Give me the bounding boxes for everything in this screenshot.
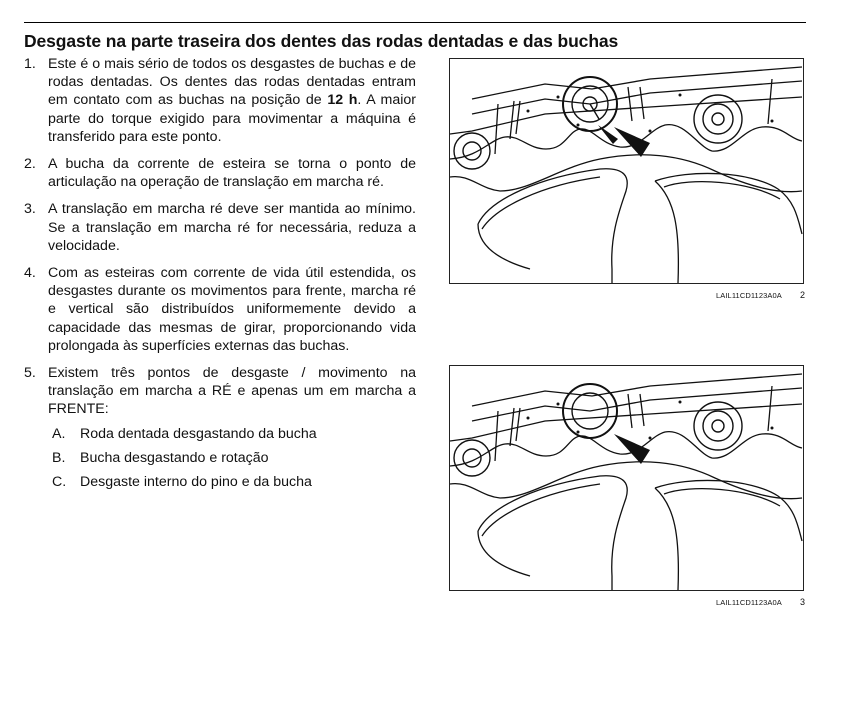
emphasis-text: 12 h	[327, 92, 358, 109]
item-text: A bucha da corrente de esteira se torna o ponto de articulação na operação de translação em marcha ré.	[48, 156, 416, 191]
sub-item-text: Bucha desgastando e rotação	[80, 449, 269, 466]
sub-item-letter: B.	[52, 449, 66, 466]
figure-sprocket-bushing-wear-1	[449, 58, 804, 284]
item-number: 1.	[24, 56, 36, 72]
sub-item-letter: A.	[52, 425, 66, 442]
list-item-3	[24, 200, 416, 255]
top-rule	[24, 22, 806, 23]
list-item-1	[24, 55, 416, 146]
section-heading: Desgaste na parte traseira dos dentes das rodas dentadas e das buchas	[24, 31, 619, 51]
figure-number: 2	[800, 290, 806, 300]
list-item-5	[24, 364, 416, 419]
figure-sprocket-bushing-wear-2	[449, 365, 804, 591]
item-number: 3.	[24, 201, 36, 218]
pointer-arrow-icon	[614, 434, 650, 464]
item-text: Este é o mais sério de todos os desgastes de buchas e de rodas dentadas. Os dentes das rodas dentadas entram em contato com as buchas na posição de 12 h. A maior parte do torque exigido para movimentar a máquina é transferido para este ponto.	[48, 56, 417, 145]
sub-item-a	[24, 425, 416, 443]
item-text: A translação em marcha ré deve ser mantida ao mínimo. Se a translação em marcha ré for necessária, reduza a velocidade.	[48, 201, 416, 254]
figure-code: LAIL11CD1123A0A	[716, 291, 782, 300]
item-text: Com as esteiras com corrente de vida útil estendida, os desgastes durante os movimentos para frente, marcha ré e vertical são distribuídos uniformemente devido a capacidade das mesmas de girar, proporcionando vida prolongada às superfícies externas das buchas.	[48, 265, 416, 354]
figure-number: 3	[800, 597, 806, 607]
list-item-2	[24, 155, 416, 191]
item-number: 5.	[24, 365, 36, 382]
sprocket-illustration	[450, 366, 803, 590]
item-text: Existem três pontos de desgaste / movimento na translação em marcha a RÉ e apenas um em marcha a FRENTE:	[48, 365, 416, 418]
list-item-4	[24, 264, 416, 355]
sub-item-c	[24, 473, 416, 491]
sub-item-letter: C.	[52, 474, 67, 491]
pointer-arrow-icon	[614, 127, 650, 157]
item-number: 4.	[24, 265, 36, 282]
item-number: 2.	[24, 156, 36, 173]
sub-item-text: Desgaste interno do pino e da bucha	[80, 474, 312, 491]
sub-item-b	[24, 449, 416, 467]
sub-item-text: Roda dentada desgastando da bucha	[80, 425, 317, 442]
sprocket-illustration	[450, 59, 803, 283]
numbered-list	[24, 55, 416, 491]
figure-code: LAIL11CD1123A0A	[716, 598, 782, 607]
